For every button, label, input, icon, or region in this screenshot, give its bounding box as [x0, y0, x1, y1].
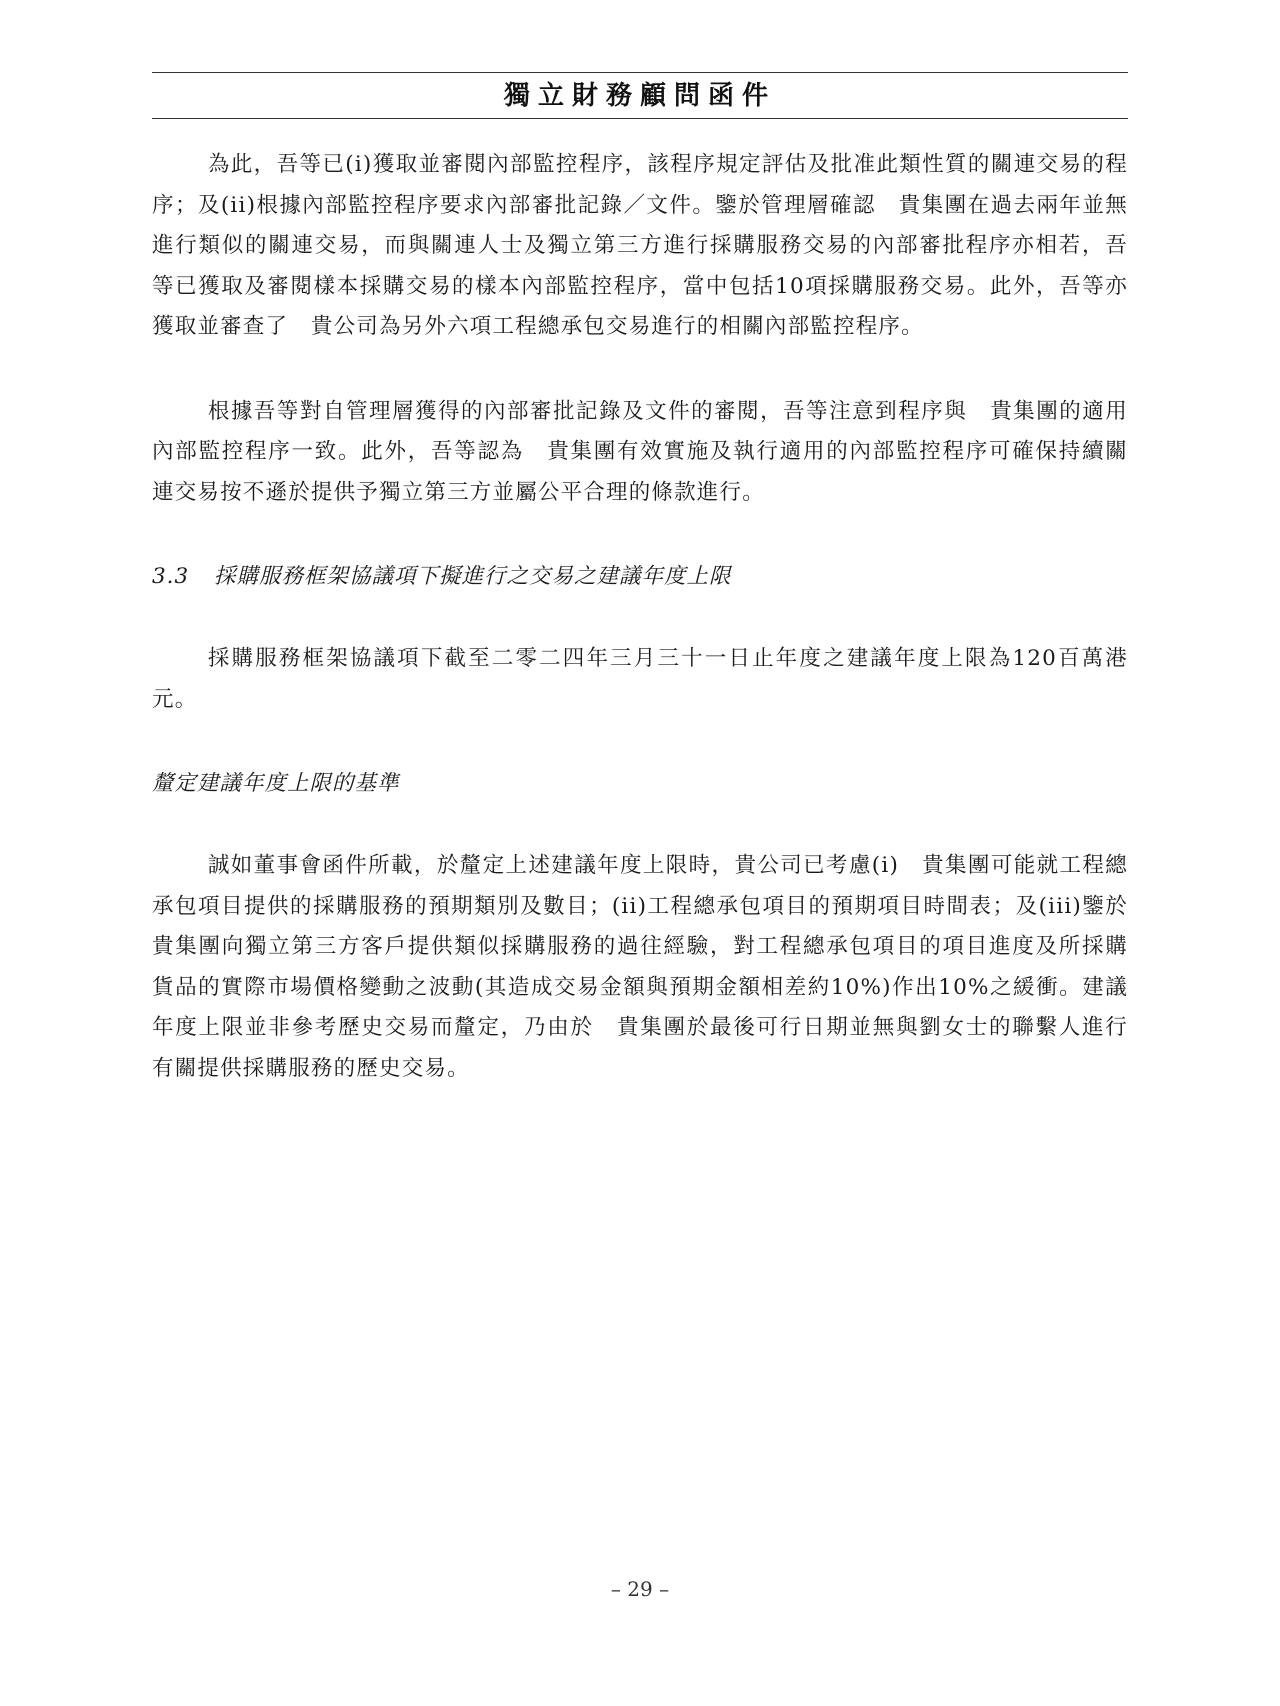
- page-number: – 29 –: [610, 1577, 670, 1601]
- page-header-title: 獨立財務顧問函件: [503, 81, 776, 111]
- header-rule-bottom: [152, 118, 1128, 119]
- section-number: 3.3: [152, 564, 190, 589]
- document-body: [152, 145, 1151, 1133]
- sub-heading-basis: 釐定建議年度上限的基準: [152, 771, 400, 796]
- section-heading: [152, 557, 1128, 597]
- header-rule-top: [152, 72, 1128, 73]
- paragraph-internal-control-review: 為此，吾等已(i)獲取並審閱內部監控程序，該程序規定評估及批准此類性質的關連交易的程序；及(ii)根據內部監控程序要求內部審批記錄／文件。鑒於管理層確認 貴集團在過去兩年並無進行類似的關連交易，而與關連人士及獨立第三方進行採購服務交易的內部審批程序亦相若，吾等已獲取及審閱樣本採購交易的樣本內部監控程序，當中包括10項採購服務交易。此外，吾等亦獲取並審查了 貴公司為另外六項工程總承包交易進行的相關內部監控程序。: [152, 152, 1128, 339]
- paragraph-review-conclusion: 根據吾等對自管理層獲得的內部審批記錄及文件的審閱，吾等注意到程序與 貴集團的適用內部監控程序一致。此外，吾等認為 貴集團有效實施及執行適用的內部監控程序可確保持續關連交易按不遜於提供予獨立第三方並屬公平合理的條款進行。: [152, 398, 1128, 505]
- paragraph-proposed-annual-cap: 採購服務框架協議項下截至二零二四年三月三十一日止年度之建議年度上限為120百萬港元。: [152, 646, 1128, 712]
- section-title: 採購服務框架協議項下擬進行之交易之建議年度上限: [214, 564, 732, 589]
- paragraph-basis-details: 誠如董事會函件所載，於釐定上述建議年度上限時，貴公司已考慮(i) 貴集團可能就工程總承包項目提供的採購服務的預期類別及數目；(ii)工程總承包項目的預期項目時間表；及(iii)鑒於 貴集團向獨立第三方客戶提供類似採購服務的過往經驗，對工程總承包項目的項目進度及所採購貨品的實際市場價格變動之波動(其造成交易金額與預期金額相差約10%)作出10%之緩衝。建議年度上限並非參考歷史交易而釐定，乃由於 貴集團於最後可行日期並無與劉女士的聯繫人進行有關提供採購服務的歷史交易。: [152, 853, 1151, 1081]
